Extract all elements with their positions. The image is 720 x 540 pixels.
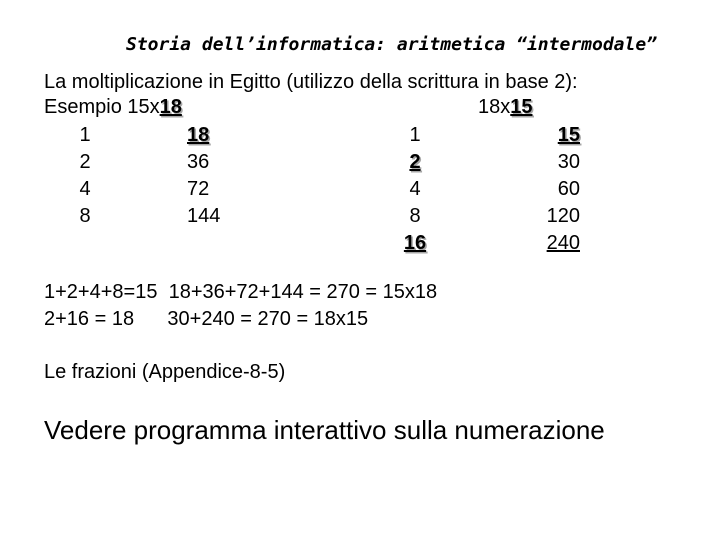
ex1-col1-row2: 2	[79, 151, 91, 173]
ex1-col2-row3: 72	[187, 178, 210, 200]
page-title: Storia dell’informatica: aritmetica “intermodale”	[126, 34, 658, 55]
ex1-col2-row1-value: 18	[187, 124, 210, 146]
ex2-col1-row2-value: 2	[409, 151, 421, 173]
ex2-col1-row4: 8	[409, 205, 421, 227]
ex2-col1-row5	[395, 231, 435, 255]
intro-text: La moltiplicazione in Egitto (utilizzo della scrittura in base 2):	[44, 71, 578, 93]
ex2-col2-row1-value: 15	[557, 124, 580, 146]
example1-label-emph: 18	[159, 96, 182, 118]
ex2-col2-row4: 120	[546, 205, 580, 227]
ex2-col1-row3: 4	[409, 178, 421, 200]
result-line-1: 1+2+4+8=15 18+36+72+144 = 270 = 15x18	[44, 281, 438, 303]
example1-label-prefix: Esempio 15x	[44, 96, 160, 118]
ex2-col2-row2: 30	[557, 151, 580, 173]
ex1-col2-row4: 144	[187, 205, 221, 227]
ex2-col1-row1: 1	[409, 124, 421, 146]
example2-label	[478, 95, 533, 119]
ex2-col2-row5	[520, 231, 580, 255]
example2-label-prefix: 18x	[478, 96, 511, 118]
ex1-col1-row3: 4	[79, 178, 91, 200]
ex1-col1-row1: 1	[79, 124, 91, 146]
ex2-col1-row2	[395, 150, 435, 174]
fractions-note: Le frazioni (Appendice-8-5)	[44, 361, 286, 383]
ex2-col1-row5-value: 16	[403, 232, 427, 254]
example1-label	[44, 95, 182, 119]
ex1-col1-row4: 8	[79, 205, 91, 227]
ex2-col2-row1	[520, 123, 580, 147]
result-line-2: 2+16 = 18 30+240 = 270 = 18x15	[44, 308, 369, 330]
ex2-col2-row5-value: 240	[546, 232, 580, 254]
ex2-col2-row3: 60	[557, 178, 580, 200]
example2-label-emph: 15	[510, 96, 533, 118]
ex1-col2-row2: 36	[187, 151, 210, 173]
program-link-text: Vedere programma interattivo sulla numerazione	[44, 415, 605, 445]
ex1-col2-row1	[187, 123, 209, 147]
